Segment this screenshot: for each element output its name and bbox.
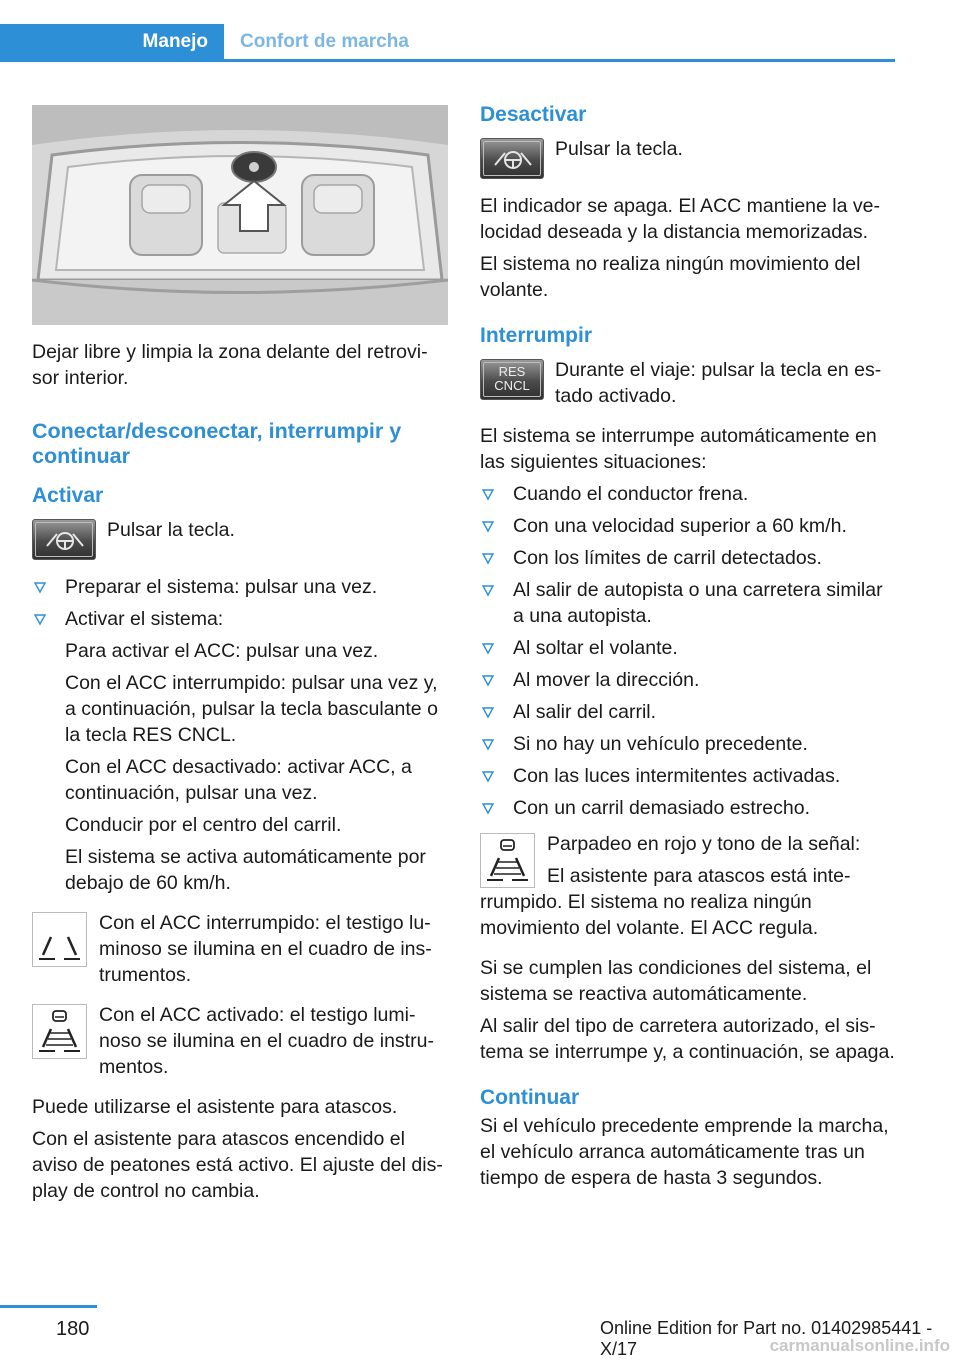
left-paragraph-2: Con el asistente para atascos encendido el aviso de peatones está activo. El ajuste del display de control no cambia. <box>32 1128 443 1202</box>
continuar-paragraph: Si el vehículo precedente emprende la marcha, el vehículo arranca automáticamente tras un tiempo de espera de hasta 3 segundos. <box>480 1115 889 1189</box>
bullet-triangle-icon <box>482 489 494 501</box>
list-item: Al mover la dirección. <box>480 667 895 693</box>
photo-caption: Dejar libre y limpia la zona delante del retrovisor interior. <box>32 341 428 389</box>
left-column <box>32 105 448 1210</box>
bullet-triangle-icon <box>482 553 494 565</box>
activar-list <box>32 574 448 632</box>
indicator-blink-text-2: El asistente para atascos está interrumpido. El sistema no realiza ningún movimiento del volante. El ACC regula. <box>480 865 851 939</box>
activar-sub-4: Conducir por el centro del carril. <box>65 814 342 836</box>
lane-assist-indicator-icon <box>32 1004 87 1059</box>
list-item: Cuando el conductor frena. <box>480 481 895 507</box>
bullet-triangle-icon <box>482 771 494 783</box>
left-paragraph-1: Puede utilizarse el asistente para atascos. <box>32 1096 398 1118</box>
list-item: Si no hay un vehículo precedente. <box>480 731 895 757</box>
list-item: Activar el sistema: <box>32 606 448 632</box>
activar-sub-1: Para activar el ACC: pulsar una vez. <box>65 640 379 662</box>
lane-lines-indicator-icon <box>32 912 87 967</box>
list-item: Con una velocidad superior a 60 km/h. <box>480 513 895 539</box>
header-rule <box>0 59 895 62</box>
bullet-triangle-icon <box>34 614 46 626</box>
interrumpir-title: Interrumpir <box>480 324 593 347</box>
activar-sub-5: El sistema se activa automáticamente por debajo de 60 km/h. <box>65 846 426 894</box>
indicator-blink-row <box>480 831 895 941</box>
desactivar-paragraph-1: El indicador se apaga. El ACC mantiene la velocidad deseada y la distancia memorizadas. <box>480 195 880 243</box>
list-item: Al soltar el volante. <box>480 635 895 661</box>
res-cncl-key-icon: RES CNCL <box>480 359 544 400</box>
desactivar-title: Desactivar <box>480 103 587 126</box>
footer-rule <box>0 1305 97 1308</box>
bullet-triangle-icon <box>482 707 494 719</box>
interrumpir-button-text: Durante el viaje: pulsar la tecla en estado activado. <box>555 359 882 407</box>
edition-note: Online Edition for Part no. 01402985441 - X/17 <box>600 1318 933 1359</box>
section-tab: Manejo <box>0 24 224 62</box>
watermark: carmanualsonline.info <box>769 1336 950 1355</box>
activar-title: Activar <box>32 484 104 507</box>
bullet-triangle-icon <box>34 582 46 594</box>
activar-button-text: Pulsar la tecla. <box>107 519 235 541</box>
interrumpir-list <box>480 481 895 821</box>
page-header <box>0 24 895 62</box>
steering-assist-key-icon <box>480 138 544 179</box>
desactivar-button-row <box>480 136 895 179</box>
list-item: Al salir de autopista o una carretera similar a una autopista. <box>480 577 895 629</box>
continuar-title: Continuar <box>480 1086 580 1109</box>
bullet-triangle-icon <box>482 675 494 687</box>
list-item: Con un carril demasiado estrecho. <box>480 795 895 821</box>
section-heading: Conectar/desconectar, interrumpir y continuar <box>32 419 402 468</box>
bullet-triangle-icon <box>482 739 494 751</box>
list-item: Con los límites de carril detectados. <box>480 545 895 571</box>
interrumpir-after-2: Al salir del tipo de carretera autorizado, el sistema se interrumpe y, a continuación, se apaga. <box>480 1015 895 1063</box>
page-number: 180 <box>56 1318 90 1340</box>
lane-assist-indicator-icon <box>480 833 535 888</box>
indicator-active-text: Con el ACC activado: el testigo luminoso se ilumina en el cuadro de instrumentos. <box>99 1004 434 1078</box>
activar-button-row <box>32 517 448 560</box>
indicator-interrupted-row <box>32 910 448 988</box>
car-interior-icon <box>32 105 448 325</box>
activar-sub-3: Con el ACC desactivado: activar ACC, a continuación, pulsar una vez. <box>65 756 412 804</box>
desactivar-button-text: Pulsar la tecla. <box>555 138 683 160</box>
list-item: Al salir del carril. <box>480 699 895 725</box>
indicator-active-row <box>32 1002 448 1080</box>
activar-sub-2: Con el ACC interrumpido: pulsar una vez y, a continuación, pulsar la tecla basculante o la tecla RES CNCL. <box>65 672 438 746</box>
indicator-interrupted-text: Con el ACC interrumpido: el testigo luminoso se ilumina en el cuadro de instrumentos. <box>99 912 432 986</box>
right-column <box>480 102 895 1197</box>
bullet-triangle-icon <box>482 585 494 597</box>
interrumpir-paragraph: El sistema se interrumpe automáticamente en las siguientes situaciones: <box>480 425 877 473</box>
list-item: Preparar el sistema: pulsar una vez. <box>32 574 448 600</box>
interrumpir-button-row <box>480 357 895 409</box>
bullet-triangle-icon <box>482 803 494 815</box>
rear-window-illustration <box>32 105 448 325</box>
interrumpir-after-1: Si se cumplen las condiciones del sistema, el sistema se reactiva automáticamente. <box>480 957 872 1005</box>
indicator-blink-text-1: Parpadeo en rojo y tono de la señal: <box>547 833 861 855</box>
bullet-triangle-icon <box>482 643 494 655</box>
list-item: Con las luces intermitentes activadas. <box>480 763 895 789</box>
steering-assist-key-icon <box>32 519 96 560</box>
bullet-triangle-icon <box>482 521 494 533</box>
subsection-tab: Confort de marcha <box>240 31 409 52</box>
desactivar-paragraph-2: El sistema no realiza ningún movimiento del volante. <box>480 253 861 301</box>
